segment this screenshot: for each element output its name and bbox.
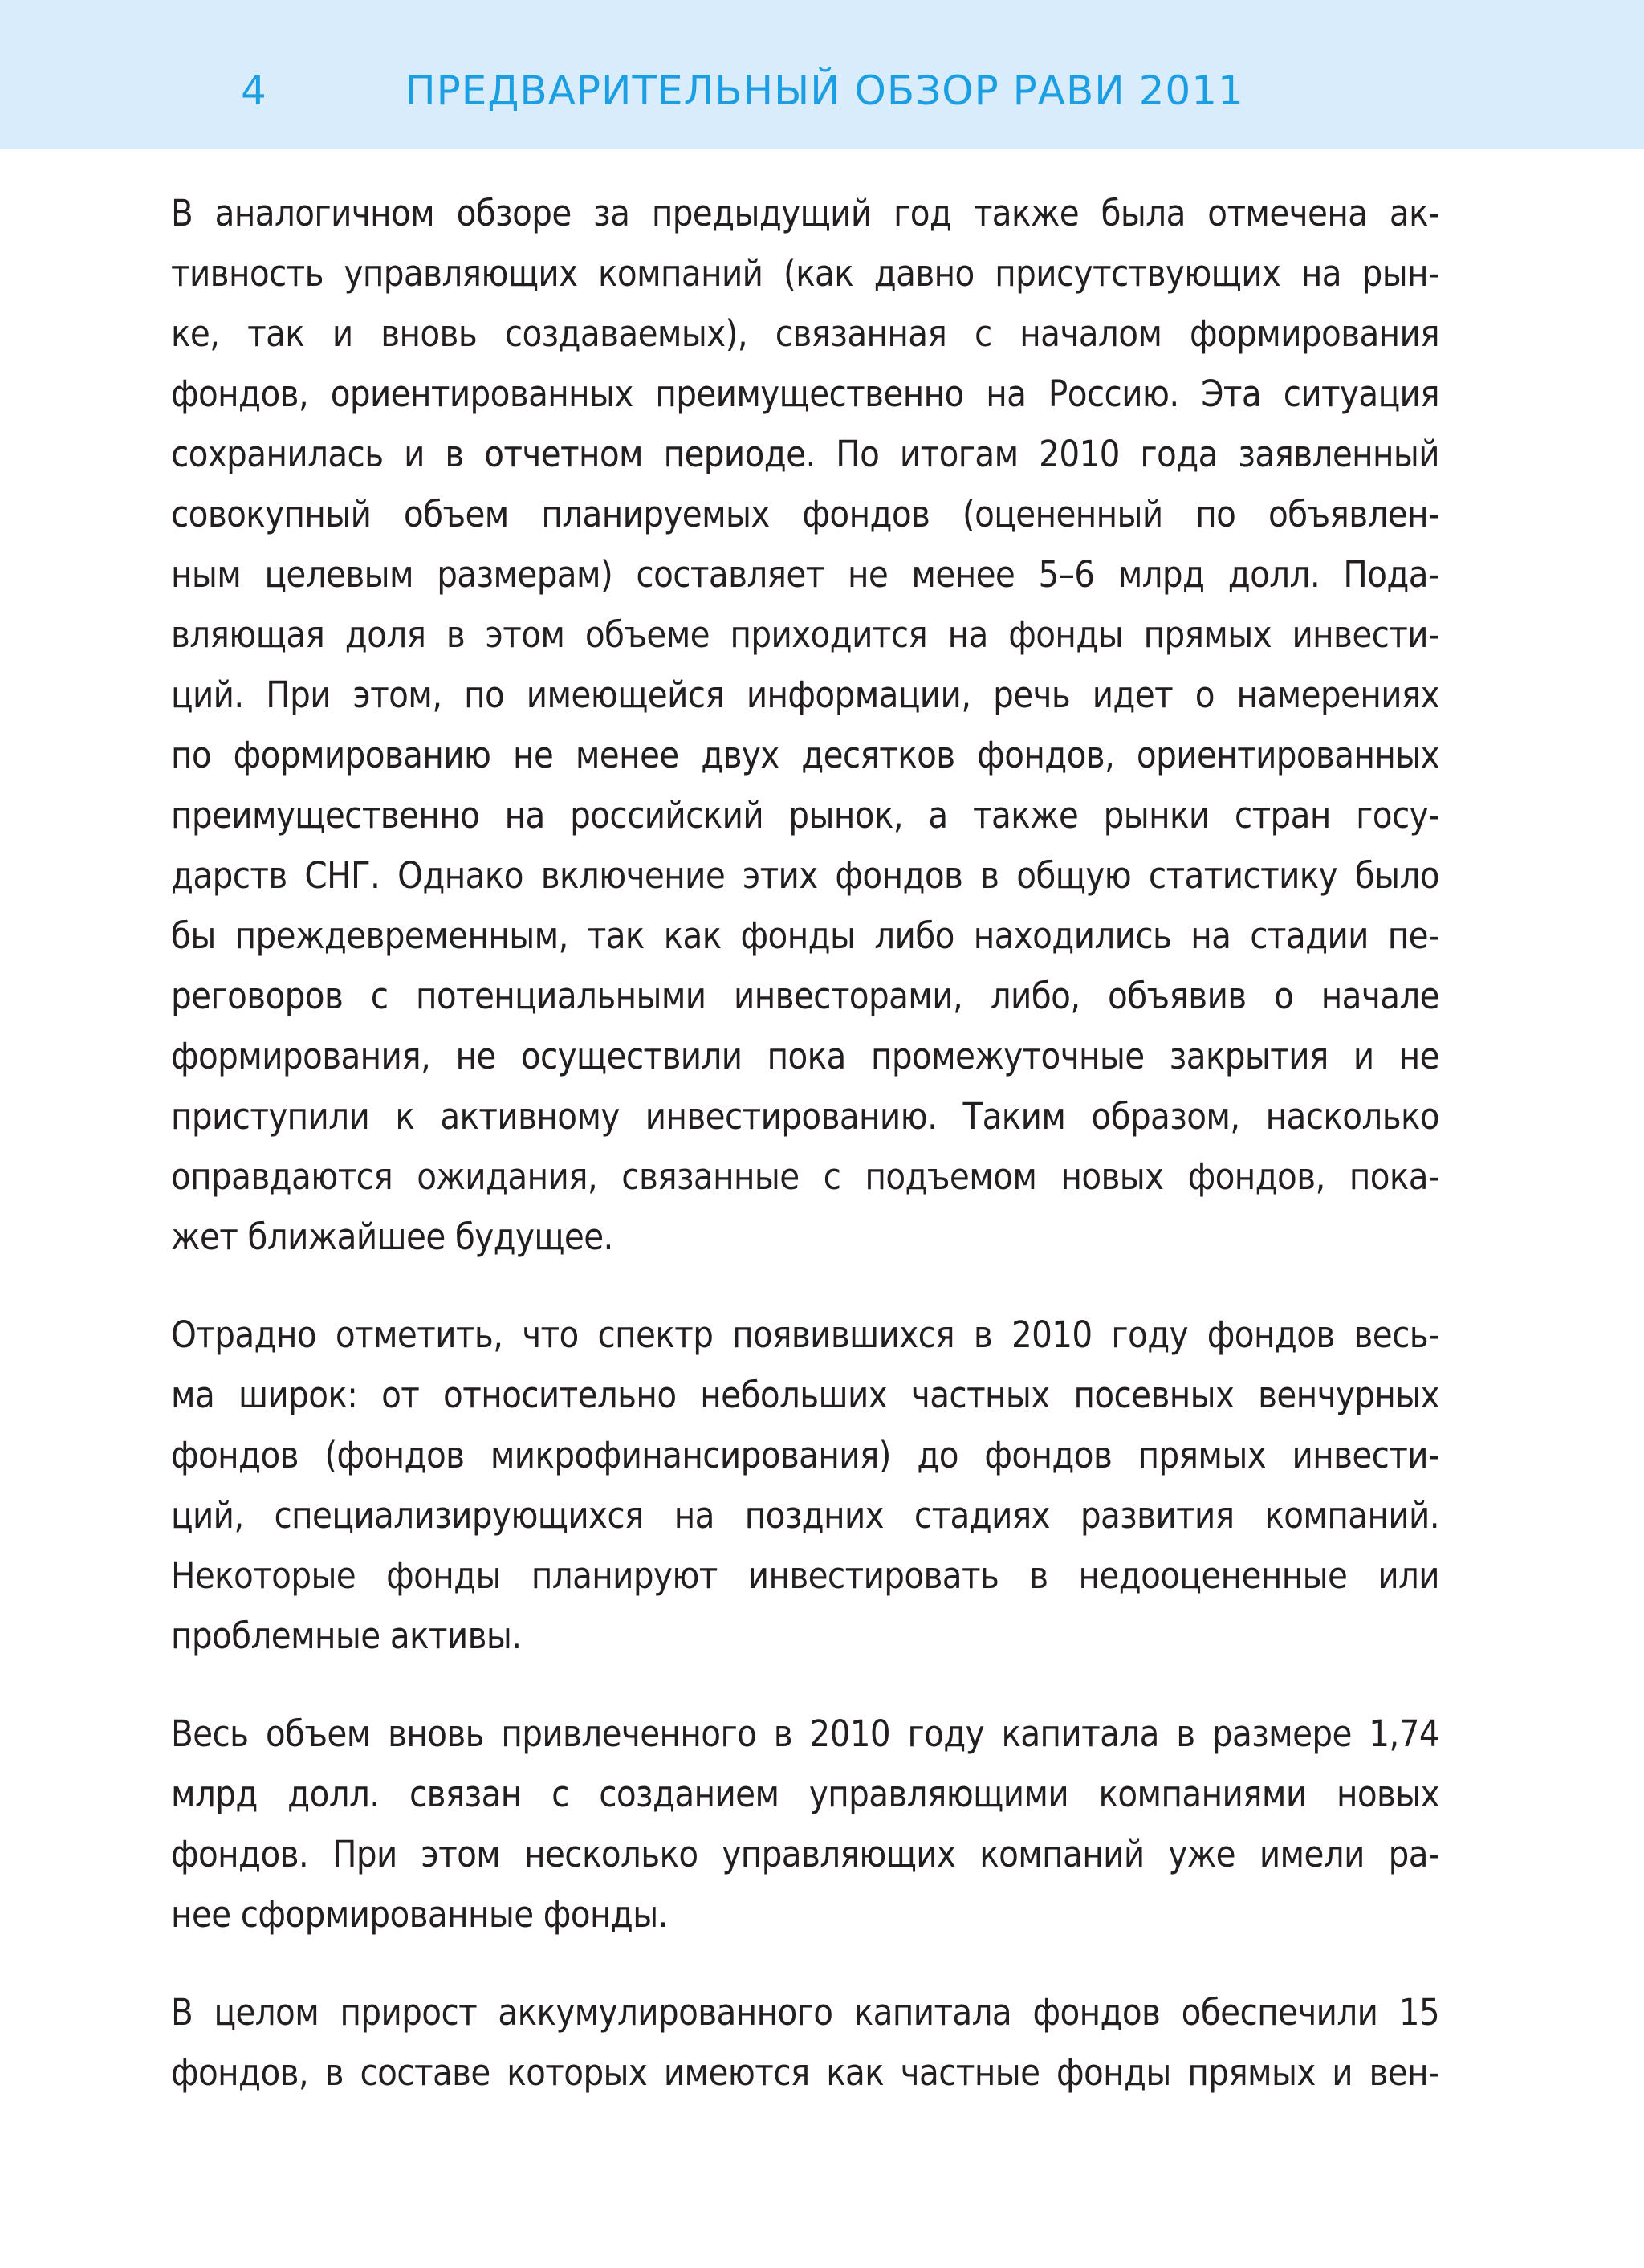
text-line: бы преждевременным, так как фонды либо находились на стадии пе- [171, 914, 1439, 957]
text-line: фондов. При этом несколько управляющих компаний уже имели ра- [171, 1833, 1439, 1875]
text-line: реговоров с потенциальными инвесторами, либо, объявив о начале [171, 975, 1439, 1017]
paragraph [171, 1982, 1439, 2103]
text-line: ций. При этом, по имеющейся информации, речь идет о намерениях [171, 674, 1439, 716]
text-line: формирования, не осуществили пока промежуточные закрытия и не [171, 1035, 1439, 1077]
text-line: В аналогичном обзоре за предыдущий год также была отмечена ак- [171, 192, 1439, 234]
text-line: оправдаются ожидания, связанные с подъемом новых фондов, пока- [171, 1155, 1439, 1198]
text-line: млрд долл. связан с созданием управляющими компаниями новых [171, 1773, 1439, 1815]
body-text [171, 183, 1439, 2140]
text-line: ций, специализирующихся на поздних стадиях развития компаний. [171, 1494, 1439, 1537]
page-number: 4 [241, 67, 267, 114]
text-line: по формированию не менее двух десятков фондов, ориентированных [171, 734, 1439, 776]
text-line: нее сформированные фонды. [171, 1893, 668, 1936]
text-line: проблемные активы. [171, 1614, 522, 1657]
paragraph [171, 1305, 1439, 1666]
text-line: тивность управляющих компаний (как давно присутствующих на рын- [171, 252, 1439, 295]
text-line: В целом прирост аккумулированного капитала фондов обеспечили 15 [171, 1991, 1439, 2034]
text-line: вляющая доля в этом объеме приходится на фонды прямых инвести- [171, 613, 1439, 656]
text-line: Весь объем вновь привлеченного в 2010 году капитала в размере 1,74 [171, 1712, 1439, 1755]
paragraph [171, 183, 1439, 1267]
text-line: фондов, ориентированных преимущественно на Россию. Эта ситуация [171, 373, 1439, 415]
text-line: ным целевым размерам) составляет не менее 5–6 млрд долл. Пода- [171, 553, 1439, 596]
text-line: совокупный объем планируемых фондов (оцененный по объявлен- [171, 493, 1439, 535]
text-line: дарств СНГ. Однако включение этих фондов в общую статистику было [171, 854, 1439, 897]
text-line: ма широк: от относительно небольших частных посевных венчурных [171, 1374, 1439, 1416]
header-band [0, 0, 1644, 149]
text-line: ке, так и вновь создаваемых), связанная с началом формирования [171, 312, 1439, 355]
text-line: фондов (фондов микрофинансирования) до фондов прямых инвести- [171, 1434, 1439, 1476]
text-line: жет ближайшее будущее. [171, 1215, 613, 1258]
text-line: сохранилась и в отчетном периоде. По итогам 2010 года заявленный [171, 433, 1439, 475]
running-title: ПРЕДВАРИТЕЛЬНЫЙ ОБЗОР РАВИ 2011 [405, 67, 1244, 114]
text-line: приступили к активному инвестированию. Таким образом, насколько [171, 1095, 1439, 1138]
paragraph [171, 1704, 1439, 1944]
text-line: Отрадно отметить, что спектр появившихся в 2010 году фондов весь- [171, 1313, 1439, 1356]
text-line: Некоторые фонды планируют инвестировать в недооцененные или [171, 1554, 1439, 1597]
text-line: фондов, в составе которых имеются как частные фонды прямых и вен- [171, 2051, 1439, 2094]
text-line: преимущественно на российский рынок, а также рынки стран госу- [171, 794, 1439, 837]
